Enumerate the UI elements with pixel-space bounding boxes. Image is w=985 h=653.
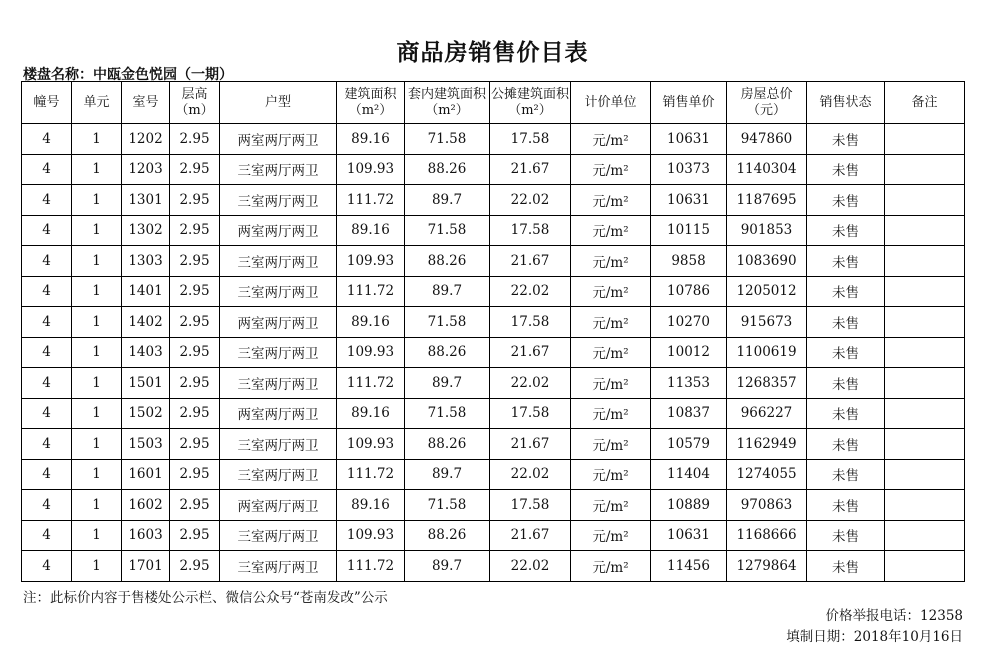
table-cell: 1279864 bbox=[727, 551, 807, 582]
table-cell: 4 bbox=[22, 551, 72, 582]
table-cell: 元/m² bbox=[571, 124, 651, 155]
table-cell: 2.95 bbox=[170, 276, 220, 307]
table-cell: 1 bbox=[72, 337, 122, 368]
table-cell: 1187695 bbox=[727, 185, 807, 216]
table-cell bbox=[885, 185, 965, 216]
column-header: 层高（m） bbox=[170, 82, 220, 124]
table-cell: 10270 bbox=[651, 307, 727, 338]
table-cell bbox=[885, 551, 965, 582]
table-cell: 1203 bbox=[122, 154, 170, 185]
table-cell: 未售 bbox=[807, 459, 885, 490]
table-cell: 71.58 bbox=[405, 490, 490, 521]
table-cell: 17.58 bbox=[490, 124, 571, 155]
footnote: 注：此标价内容于售楼处公示栏、微信公众号“苍南发改”公示 bbox=[23, 590, 388, 606]
table-cell: 1205012 bbox=[727, 276, 807, 307]
table-header bbox=[22, 82, 965, 124]
column-header: 销售状态 bbox=[807, 82, 885, 124]
table-cell: 2.95 bbox=[170, 307, 220, 338]
table-cell: 89.16 bbox=[337, 124, 405, 155]
table-cell: 1601 bbox=[122, 459, 170, 490]
table-cell: 元/m² bbox=[571, 398, 651, 429]
table-cell: 未售 bbox=[807, 124, 885, 155]
column-header: 单元 bbox=[72, 82, 122, 124]
table-cell: 三室两厅两卫 bbox=[220, 276, 337, 307]
table-cell: 4 bbox=[22, 154, 72, 185]
table-cell: 88.26 bbox=[405, 154, 490, 185]
table-cell: 89.7 bbox=[405, 551, 490, 582]
table-cell: 4 bbox=[22, 215, 72, 246]
table-cell bbox=[885, 337, 965, 368]
table-cell: 9858 bbox=[651, 246, 727, 277]
table-cell: 88.26 bbox=[405, 429, 490, 460]
table-cell: 71.58 bbox=[405, 307, 490, 338]
table-cell: 1 bbox=[72, 429, 122, 460]
table-cell: 901853 bbox=[727, 215, 807, 246]
table-cell: 4 bbox=[22, 520, 72, 551]
table-cell: 970863 bbox=[727, 490, 807, 521]
table-cell: 未售 bbox=[807, 520, 885, 551]
compile-date: 填制日期：2018年10月16日 bbox=[786, 629, 963, 645]
table-row bbox=[22, 490, 965, 521]
table-cell: 22.02 bbox=[490, 368, 571, 399]
table-cell: 109.93 bbox=[337, 429, 405, 460]
table-cell: 元/m² bbox=[571, 429, 651, 460]
table-cell: 88.26 bbox=[405, 520, 490, 551]
table-cell: 21.67 bbox=[490, 429, 571, 460]
column-header: 建筑面积（m²） bbox=[337, 82, 405, 124]
table-cell: 1202 bbox=[122, 124, 170, 155]
table-cell: 4 bbox=[22, 368, 72, 399]
table-row bbox=[22, 215, 965, 246]
table-cell: 17.58 bbox=[490, 398, 571, 429]
table-cell: 10631 bbox=[651, 124, 727, 155]
column-header: 套内建筑面积（m²） bbox=[405, 82, 490, 124]
table-cell: 两室两厅两卫 bbox=[220, 215, 337, 246]
table-cell: 1168666 bbox=[727, 520, 807, 551]
table-cell: 2.95 bbox=[170, 337, 220, 368]
table-cell: 109.93 bbox=[337, 520, 405, 551]
table-cell: 未售 bbox=[807, 551, 885, 582]
table-row bbox=[22, 276, 965, 307]
table-cell: 10889 bbox=[651, 490, 727, 521]
table-cell: 10115 bbox=[651, 215, 727, 246]
table-row bbox=[22, 124, 965, 155]
table-cell: 1 bbox=[72, 368, 122, 399]
table-cell: 21.67 bbox=[490, 154, 571, 185]
table-cell: 元/m² bbox=[571, 185, 651, 216]
table-cell: 4 bbox=[22, 276, 72, 307]
table-cell: 两室两厅两卫 bbox=[220, 398, 337, 429]
table-cell: 1 bbox=[72, 185, 122, 216]
table-cell: 两室两厅两卫 bbox=[220, 490, 337, 521]
table-cell: 元/m² bbox=[571, 551, 651, 582]
table-cell: 2.95 bbox=[170, 429, 220, 460]
table-cell: 22.02 bbox=[490, 276, 571, 307]
table-cell: 111.72 bbox=[337, 276, 405, 307]
table-cell: 111.72 bbox=[337, 459, 405, 490]
table-cell: 71.58 bbox=[405, 124, 490, 155]
table-cell: 1 bbox=[72, 215, 122, 246]
table-cell: 89.16 bbox=[337, 215, 405, 246]
table-cell: 元/m² bbox=[571, 215, 651, 246]
table-cell: 1401 bbox=[122, 276, 170, 307]
table-cell: 1 bbox=[72, 124, 122, 155]
table-cell: 1 bbox=[72, 307, 122, 338]
table-cell: 三室两厅两卫 bbox=[220, 459, 337, 490]
table-cell: 元/m² bbox=[571, 276, 651, 307]
table-cell: 1 bbox=[72, 276, 122, 307]
table-cell: 2.95 bbox=[170, 520, 220, 551]
table-cell: 2.95 bbox=[170, 551, 220, 582]
table-cell: 1268357 bbox=[727, 368, 807, 399]
table-cell: 22.02 bbox=[490, 459, 571, 490]
table-cell: 1 bbox=[72, 154, 122, 185]
table-cell: 71.58 bbox=[405, 215, 490, 246]
table-cell: 21.67 bbox=[490, 246, 571, 277]
table-cell bbox=[885, 520, 965, 551]
table-cell: 17.58 bbox=[490, 215, 571, 246]
table-cell: 1 bbox=[72, 551, 122, 582]
table-cell bbox=[885, 276, 965, 307]
table-cell: 三室两厅两卫 bbox=[220, 429, 337, 460]
table-cell: 915673 bbox=[727, 307, 807, 338]
table-cell: 1603 bbox=[122, 520, 170, 551]
table-cell: 89.7 bbox=[405, 459, 490, 490]
table-cell bbox=[885, 398, 965, 429]
table-cell: 88.26 bbox=[405, 337, 490, 368]
header-row bbox=[22, 82, 965, 124]
table-cell: 1 bbox=[72, 459, 122, 490]
table-cell: 1162949 bbox=[727, 429, 807, 460]
table-cell: 1 bbox=[72, 490, 122, 521]
table-cell bbox=[885, 429, 965, 460]
table-cell: 17.58 bbox=[490, 490, 571, 521]
table-cell: 10631 bbox=[651, 185, 727, 216]
table-cell: 1140304 bbox=[727, 154, 807, 185]
table-cell: 2.95 bbox=[170, 368, 220, 399]
table-cell: 10012 bbox=[651, 337, 727, 368]
table-row bbox=[22, 185, 965, 216]
table-cell: 未售 bbox=[807, 185, 885, 216]
table-cell: 2.95 bbox=[170, 185, 220, 216]
table-cell: 未售 bbox=[807, 154, 885, 185]
table-cell: 111.72 bbox=[337, 185, 405, 216]
table-cell: 元/m² bbox=[571, 490, 651, 521]
table-cell: 2.95 bbox=[170, 459, 220, 490]
table-cell bbox=[885, 215, 965, 246]
table-cell: 109.93 bbox=[337, 337, 405, 368]
table-cell: 1083690 bbox=[727, 246, 807, 277]
table-cell: 1 bbox=[72, 398, 122, 429]
table-row bbox=[22, 246, 965, 277]
table-cell: 三室两厅两卫 bbox=[220, 337, 337, 368]
table-cell: 2.95 bbox=[170, 398, 220, 429]
table-cell: 未售 bbox=[807, 368, 885, 399]
table-cell bbox=[885, 368, 965, 399]
table-cell: 三室两厅两卫 bbox=[220, 185, 337, 216]
table-cell: 10373 bbox=[651, 154, 727, 185]
table-cell: 元/m² bbox=[571, 154, 651, 185]
table-cell: 1 bbox=[72, 246, 122, 277]
table-cell: 1701 bbox=[122, 551, 170, 582]
table-row bbox=[22, 154, 965, 185]
table-cell: 10579 bbox=[651, 429, 727, 460]
table-cell: 89.7 bbox=[405, 276, 490, 307]
table-cell: 2.95 bbox=[170, 246, 220, 277]
table-cell: 1100619 bbox=[727, 337, 807, 368]
table-cell: 11404 bbox=[651, 459, 727, 490]
table-cell: 4 bbox=[22, 490, 72, 521]
table-cell bbox=[885, 459, 965, 490]
table-row bbox=[22, 551, 965, 582]
table-cell: 未售 bbox=[807, 307, 885, 338]
table-cell bbox=[885, 124, 965, 155]
table-row bbox=[22, 520, 965, 551]
table-cell: 4 bbox=[22, 185, 72, 216]
project-name: 楼盘名称：中瓯金色悦园（一期） bbox=[23, 67, 233, 83]
table-cell: 三室两厅两卫 bbox=[220, 246, 337, 277]
table-cell: 三室两厅两卫 bbox=[220, 551, 337, 582]
table-cell: 966227 bbox=[727, 398, 807, 429]
table-cell: 2.95 bbox=[170, 215, 220, 246]
table-cell: 88.26 bbox=[405, 246, 490, 277]
table-cell: 2.95 bbox=[170, 124, 220, 155]
table-cell: 89.7 bbox=[405, 185, 490, 216]
table-cell: 4 bbox=[22, 398, 72, 429]
table-cell: 89.16 bbox=[337, 307, 405, 338]
table-cell: 三室两厅两卫 bbox=[220, 368, 337, 399]
column-header: 房屋总价（元） bbox=[727, 82, 807, 124]
table-cell: 4 bbox=[22, 124, 72, 155]
table-cell: 元/m² bbox=[571, 459, 651, 490]
table-cell: 21.67 bbox=[490, 337, 571, 368]
table-cell: 947860 bbox=[727, 124, 807, 155]
table-body bbox=[22, 124, 965, 582]
table-cell: 11456 bbox=[651, 551, 727, 582]
table-cell: 三室两厅两卫 bbox=[220, 520, 337, 551]
table-cell: 未售 bbox=[807, 490, 885, 521]
table-cell: 1301 bbox=[122, 185, 170, 216]
table-cell: 两室两厅两卫 bbox=[220, 124, 337, 155]
table-cell: 1501 bbox=[122, 368, 170, 399]
table-cell: 22.02 bbox=[490, 185, 571, 216]
table-cell: 71.58 bbox=[405, 398, 490, 429]
table-cell: 109.93 bbox=[337, 154, 405, 185]
table-cell bbox=[885, 246, 965, 277]
table-cell: 未售 bbox=[807, 276, 885, 307]
column-header: 销售单价 bbox=[651, 82, 727, 124]
column-header: 户型 bbox=[220, 82, 337, 124]
table-cell: 10786 bbox=[651, 276, 727, 307]
table-cell: 2.95 bbox=[170, 154, 220, 185]
table-cell: 1 bbox=[72, 520, 122, 551]
table-row bbox=[22, 459, 965, 490]
table-cell: 1274055 bbox=[727, 459, 807, 490]
report-phone: 价格举报电话：12358 bbox=[825, 608, 963, 624]
table-cell: 元/m² bbox=[571, 520, 651, 551]
table-cell: 1503 bbox=[122, 429, 170, 460]
column-header: 备注 bbox=[885, 82, 965, 124]
table-cell: 元/m² bbox=[571, 246, 651, 277]
page-title: 商品房销售价目表 bbox=[396, 40, 589, 66]
table-row bbox=[22, 368, 965, 399]
table-cell: 未售 bbox=[807, 398, 885, 429]
table-row bbox=[22, 429, 965, 460]
table-cell: 10631 bbox=[651, 520, 727, 551]
price-table bbox=[21, 81, 965, 582]
table-cell: 22.02 bbox=[490, 551, 571, 582]
table-cell: 1402 bbox=[122, 307, 170, 338]
table-cell bbox=[885, 490, 965, 521]
table-cell: 11353 bbox=[651, 368, 727, 399]
table-cell: 元/m² bbox=[571, 368, 651, 399]
table-cell: 4 bbox=[22, 307, 72, 338]
table-cell: 109.93 bbox=[337, 246, 405, 277]
table-cell: 89.16 bbox=[337, 490, 405, 521]
table-cell: 三室两厅两卫 bbox=[220, 154, 337, 185]
table-cell: 2.95 bbox=[170, 490, 220, 521]
table-cell: 1302 bbox=[122, 215, 170, 246]
table-row bbox=[22, 398, 965, 429]
table-cell: 111.72 bbox=[337, 368, 405, 399]
table-row bbox=[22, 307, 965, 338]
table-cell: 89.16 bbox=[337, 398, 405, 429]
table-cell: 未售 bbox=[807, 429, 885, 460]
table-cell: 21.67 bbox=[490, 520, 571, 551]
table-cell: 111.72 bbox=[337, 551, 405, 582]
table-cell bbox=[885, 307, 965, 338]
table-cell: 1303 bbox=[122, 246, 170, 277]
table-cell: 元/m² bbox=[571, 307, 651, 338]
table-cell: 未售 bbox=[807, 215, 885, 246]
table-cell: 89.7 bbox=[405, 368, 490, 399]
table-cell: 4 bbox=[22, 337, 72, 368]
table-cell: 4 bbox=[22, 246, 72, 277]
table-cell: 10837 bbox=[651, 398, 727, 429]
table-cell: 未售 bbox=[807, 246, 885, 277]
table-cell: 1502 bbox=[122, 398, 170, 429]
table-cell: 4 bbox=[22, 459, 72, 490]
table-cell bbox=[885, 154, 965, 185]
table-cell: 1602 bbox=[122, 490, 170, 521]
column-header: 幢号 bbox=[22, 82, 72, 124]
table-cell: 未售 bbox=[807, 337, 885, 368]
column-header: 公摊建筑面积（m²） bbox=[490, 82, 571, 124]
column-header: 计价单位 bbox=[571, 82, 651, 124]
table-cell: 4 bbox=[22, 429, 72, 460]
table-cell: 两室两厅两卫 bbox=[220, 307, 337, 338]
column-header: 室号 bbox=[122, 82, 170, 124]
table-cell: 17.58 bbox=[490, 307, 571, 338]
table-cell: 元/m² bbox=[571, 337, 651, 368]
table-row bbox=[22, 337, 965, 368]
table-cell: 1403 bbox=[122, 337, 170, 368]
